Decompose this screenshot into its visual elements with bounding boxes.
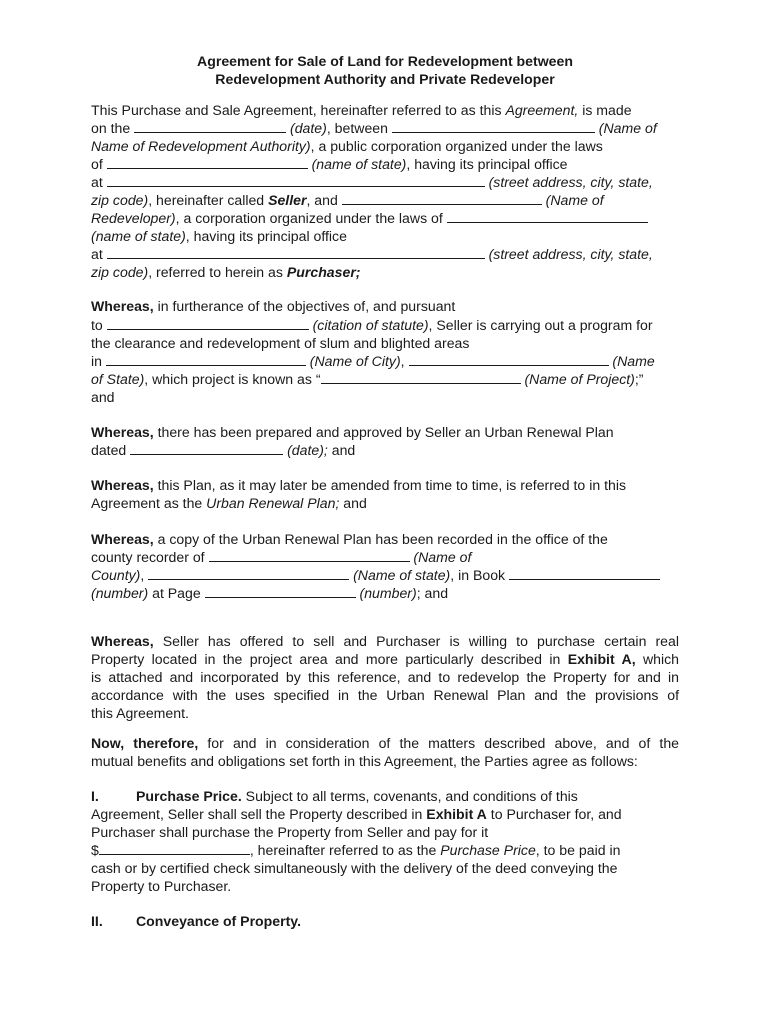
book-number-blank[interactable] <box>509 566 660 580</box>
section-2-number: II. <box>91 913 103 929</box>
intro-line-1: This Purchase and Sale Agreement, hereinafter referred to as this Agreement, is made <box>91 102 632 118</box>
section-2-heading-line <box>91 912 301 930</box>
whereas1-line-6: and <box>91 389 115 405</box>
whereas1-line-2: to (citation of statute), Seller is carrying out a program for <box>91 317 653 333</box>
whereas1-line-3: the clearance and redevelopment of slum and blighted areas <box>91 335 470 351</box>
whereas1-line-4: in (Name of City), (Name <box>91 353 655 369</box>
whereas4-line-4: (number) at Page (number); and <box>91 585 449 601</box>
title-line-2: Redevelopment Authority and Private Redeveloper <box>215 70 555 87</box>
whereas5-line-4: accordance with the uses specified in the Urban Renewal Plan and the provisions of <box>91 687 679 703</box>
date-blank[interactable] <box>134 119 286 133</box>
whereas1-line-5: of State), which project is known as “ (Name of Project);” <box>91 371 644 387</box>
intro-line-4: of (name of state), having its principal office <box>91 156 568 172</box>
page-number-blank[interactable] <box>205 584 356 598</box>
section-1-heading: Purchase Price. <box>136 788 242 804</box>
section-1-line-4: $ , hereinafter referred to as the Purchase Price, to be paid in <box>91 842 621 858</box>
whereas4-line-1: Whereas, a copy of the Urban Renewal Plan has been recorded in the office of the <box>91 531 608 547</box>
project-state-blank[interactable] <box>409 352 609 366</box>
whereas2-line-2: dated (date); and <box>91 442 356 458</box>
whereas1-line-1: Whereas, in furtherance of the objectives of, and pursuant <box>91 298 456 314</box>
intro-line-2: on the (date), between (Name of <box>91 120 657 136</box>
plan-date-blank[interactable] <box>130 441 283 455</box>
section-1-line-5: cash or by certified check simultaneously with the delivery of the deed conveying the <box>91 860 618 876</box>
section-1-line-6: Property to Purchaser. <box>91 878 232 894</box>
section-1-line-2: Agreement, Seller shall sell the Property described in Exhibit A to Purchaser for, and <box>91 806 622 822</box>
intro-line-3: Name of Redevelopment Authority), a public corporation organized under the laws <box>91 138 603 154</box>
whereas3-line-1: Whereas, this Plan, as it may later be amended from time to time, is referred to in this <box>91 477 627 493</box>
intro-line-7: Redeveloper), a corporation organized under the laws of <box>91 209 648 227</box>
county-blank[interactable] <box>209 548 410 562</box>
statute-blank[interactable] <box>107 316 309 330</box>
intro-line-6: zip code), hereinafter called Seller, and (Name of <box>91 192 604 208</box>
project-name-blank[interactable] <box>321 370 521 384</box>
redeveloper-name-blank[interactable] <box>342 191 542 205</box>
section-1-line-3: Purchaser shall purchase the Property from Seller and pay for it <box>91 824 489 840</box>
now-therefore-line-2: mutual benefits and obligations set forth in this Agreement, the Parties agree as follows: <box>91 753 638 769</box>
whereas5-line-1: Whereas, Seller has offered to sell and Purchaser is willing to purchase certain real <box>91 633 679 649</box>
authority-name-blank[interactable] <box>392 119 595 133</box>
whereas2-line-1: Whereas, there has been prepared and approved by Seller an Urban Renewal Plan <box>91 424 614 440</box>
city-blank[interactable] <box>106 352 306 366</box>
intro-line-10: zip code), referred to herein as Purchaser; <box>91 264 361 280</box>
section-1-line-1: I. Purchase Price. Subject to all terms, covenants, and conditions of this <box>91 788 578 804</box>
document-title <box>0 53 770 88</box>
whereas5-line-2: Property located in the project area and more particularly described in Exhibit A, which <box>91 651 680 667</box>
whereas5-line-5: this Agreement. <box>91 705 189 721</box>
state-blank[interactable] <box>107 155 308 169</box>
intro-line-8: (name of state), having its principal office <box>91 228 347 244</box>
redeveloper-state-blank[interactable] <box>447 209 648 223</box>
now-therefore-line-1: Now, therefore, for and in consideration of the matters described above, and of the <box>91 735 680 751</box>
whereas4-line-2: county recorder of (Name of <box>91 549 472 565</box>
intro-line-5: at (street address, city, state, <box>91 174 653 190</box>
title-line-1: Agreement for Sale of Land for Redevelopment between <box>197 53 573 69</box>
seller-address-blank[interactable] <box>107 173 485 187</box>
section-2-heading: Conveyance of Property. <box>136 913 301 929</box>
whereas5-line-3: is attached and incorporated by this reference, and to redevelop the Property for and in <box>91 669 679 685</box>
whereas4-line-3: County), (Name of state), in Book <box>91 566 660 584</box>
whereas3-line-2: Agreement as the Urban Renewal Plan; and <box>91 495 367 511</box>
purchaser-address-blank[interactable] <box>107 245 485 259</box>
section-1-number: I. <box>91 788 99 804</box>
intro-line-9: at (street address, city, state, <box>91 246 653 262</box>
purchase-price-blank[interactable] <box>99 841 250 855</box>
recording-state-blank[interactable] <box>148 566 349 580</box>
